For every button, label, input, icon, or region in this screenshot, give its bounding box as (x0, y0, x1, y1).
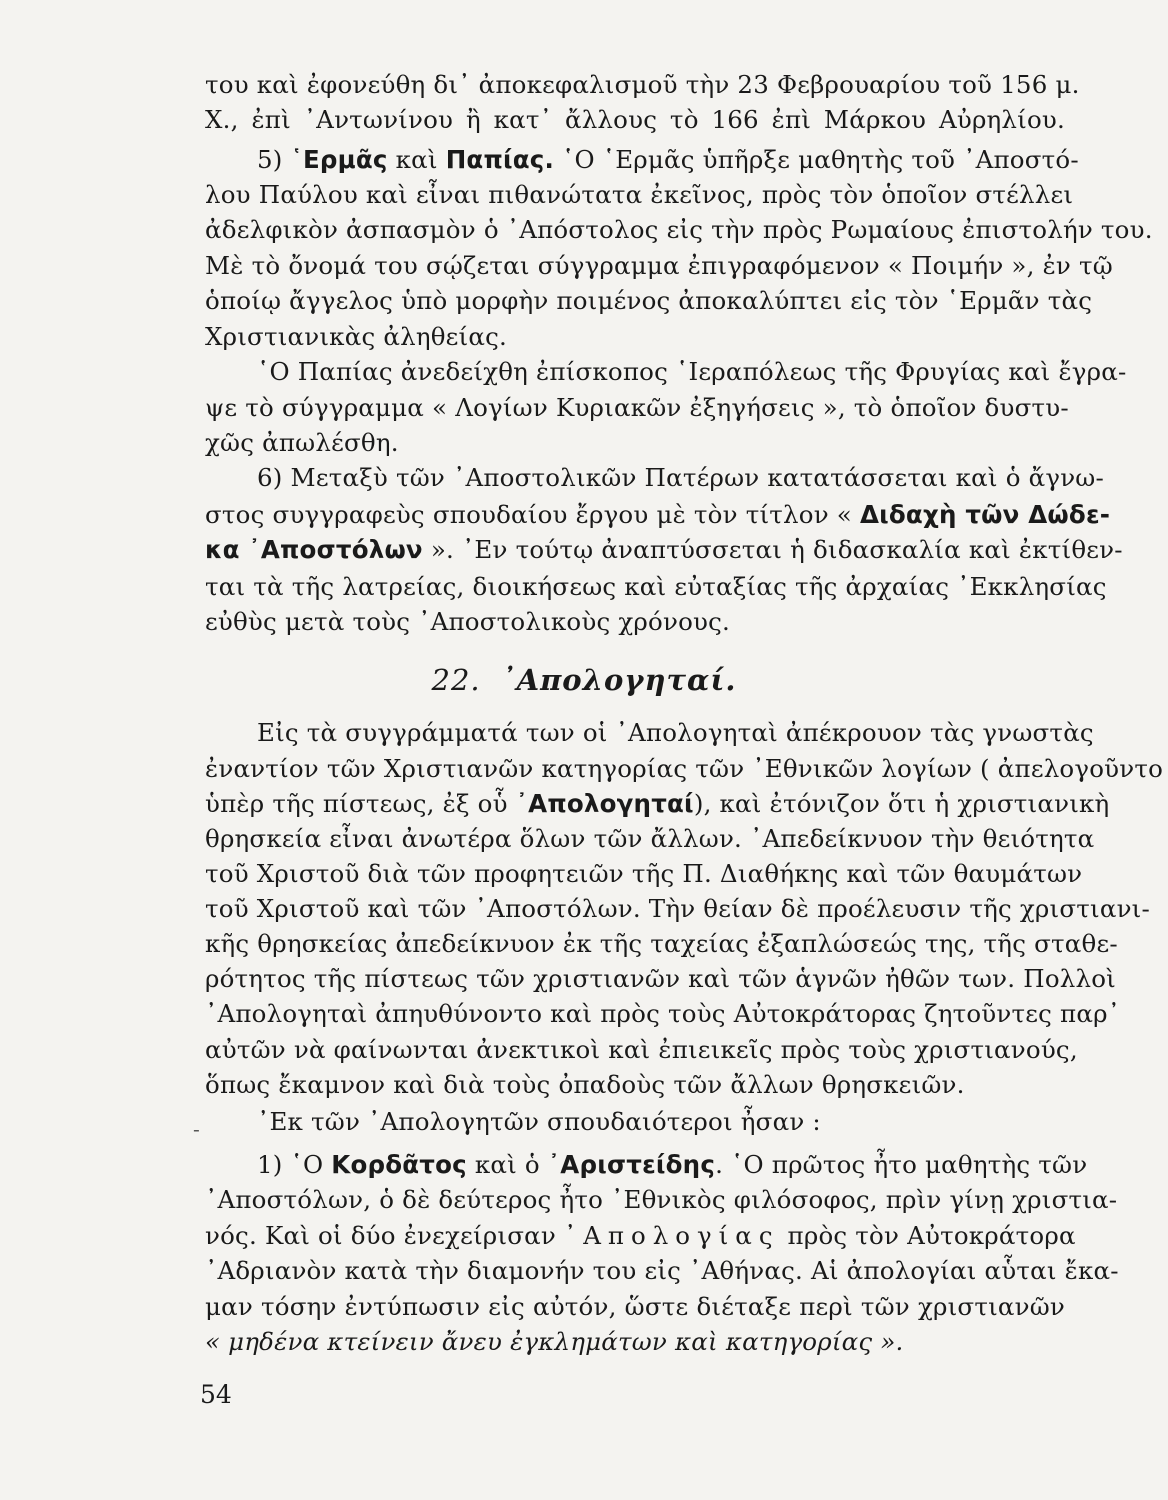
text-span: καὶ ὁ (466, 1150, 548, 1179)
text-span: νός. Καὶ οἱ δύο ἐνεχείρισαν (205, 1221, 564, 1250)
text-line: τοῦ Χριστοῦ διὰ τῶν προφητειῶν τῆς Π. Διαθήκης καὶ τῶν θαυμάτων (205, 859, 1083, 888)
text-line: ᾽Αδριανὸν κατὰ τὴν διαμονήν του εἰς ᾽Αθήνας. Αἱ ἀπολογίαι αὗται ἔκα- (205, 1256, 1119, 1285)
text-line: αὐτῶν νὰ φαίνωνται ἀνεκτικοὶ καὶ ἐπιεικεῖς πρὸς τοὺς χριστιανούς, (205, 1035, 1078, 1064)
term-hermas: ῾Ερμᾶς (290, 145, 388, 174)
text-line: ᾽Εκ τῶν ᾽Απολογητῶν σπουδαιότεροι ἦσαν : (257, 1107, 821, 1136)
text-line: μαν τόσην ἐντύπωσιν εἰς αὐτόν, ὥστε διέταξε περὶ τῶν χριστιανῶν (205, 1292, 1065, 1321)
text-line: 6) Μεταξὺ τῶν ᾽Αποστολικῶν Πατέρων κατατάσσεται καὶ ὁ ἄγνω- (257, 463, 1104, 492)
text-span: πρὸς τὸν Αὐτοκράτορα (779, 1221, 1076, 1250)
text-span: ), καὶ ἐτόνιζον ὅτι ἡ χριστιανικὴ (693, 789, 1110, 818)
text-line (257, 1148, 1088, 1182)
text-line: Χ., ἐπὶ ᾽Αντωνίνου ἢ κατ᾽ ἄλλους τὸ 166 ἐπὶ Μάρκου Αὐρηλίου. (205, 105, 1065, 134)
term-apostles: κα ᾽Αποστόλων (205, 535, 423, 564)
text-line: ῾Ο Παπίας ἀνεδείχθη ἐπίσκοπος ῾Ιεραπόλεως τῆς Φρυγίας καὶ ἔγρα- (257, 357, 1127, 386)
section-heading (0, 663, 1168, 697)
text-line: ᾽Απολογηταὶ ἀπηυθύνοντο καὶ πρὸς τοὺς Αὐτοκράτορας ζητοῦντες παρ᾽ (205, 999, 1121, 1028)
text-line (205, 143, 1079, 177)
text-line: τοῦ Χριστοῦ καὶ τῶν ᾽Αποστόλων. Τὴν θείαν δὲ προέλευσιν τῆς χριστιανι- (205, 894, 1150, 923)
text-line: θρησκεία εἶναι ἀνωτέρα ὅλων τῶν ἄλλων. ᾽Απεδείκνυον τὴν θειότητα (205, 824, 1095, 853)
text-span: ῾Ο ῾Ερμᾶς ὑπῆρξε μαθητὴς τοῦ ᾽Αποστό- (554, 145, 1079, 174)
text-span: . ῾Ο πρῶτος ἦτο μαθητὴς τῶν (715, 1150, 1088, 1179)
text-span: ὑπὲρ τῆς πίστεως, ἐξ οὗ (205, 789, 516, 818)
text-line: λου Παύλου καὶ εἶναι πιθανώτατα ἐκεῖνος, πρὸς τὸν ὁποῖον στέλλει (205, 180, 1074, 209)
text-span: ». ᾽Εν τούτῳ ἀναπτύσσεται ἡ διδασκαλία καὶ ἐκτίθεν- (422, 535, 1123, 564)
text-line (205, 533, 1123, 567)
term-apologists: ᾽Απολογηταί (515, 789, 694, 818)
text-line: ᾽Αποστόλων, ὁ δὲ δεύτερος ἦτο ᾽Εθνικὸς φιλόσοφος, πρὶν γίνῃ χριστια- (205, 1185, 1118, 1214)
term-papias: Παπίας. (445, 145, 555, 174)
section-number: 22. (431, 663, 481, 697)
term-kordatos: Κορδᾶτος (331, 1150, 467, 1179)
text-line (205, 787, 1110, 821)
text-line: ψε τὸ σύγγραμμα « Λογίων Κυριακῶν ἐξηγήσεις », τὸ ὁποῖον δυστυ- (205, 393, 1069, 422)
text-line (205, 1219, 1076, 1253)
text-line: εὐθὺς μετὰ τοὺς ᾽Αποστολικοὺς χρόνους. (205, 607, 731, 636)
text-line: χῶς ἀπωλέσθη. (205, 428, 399, 457)
text-line: ται τὰ τῆς λατρείας, διοικήσεως καὶ εὐταξίας τῆς ἀρχαίας ᾽Εκκλησίας (205, 572, 1107, 601)
text-line: ρότητος τῆς πίστεως τῶν χριστιανῶν καὶ τῶν ἁγνῶν ἠθῶν των. Πολλοὶ (205, 964, 1116, 993)
text-line: Εἰς τὰ συγγράμματά των οἱ ᾽Απολογηταὶ ἀπέκρουον τὰς γνωστὰς (257, 718, 1094, 747)
margin-mark: - (193, 1117, 200, 1141)
section-title: ᾽Απολογηταί. (501, 663, 737, 697)
text-span: καὶ (387, 145, 446, 174)
spaced-term-apologias: ᾽Απολογίας (563, 1221, 780, 1250)
page-number: 54 (200, 1380, 232, 1409)
text-span: στος συγγραφεὺς σπουδαίου ἔργου μὲ τὸν τίτλον « (205, 500, 860, 529)
text-line: κῆς θρησκείας ἀπεδείκνυον ἐκ τῆς ταχείας ἐξαπλώσεώς της, τῆς σταθε- (205, 929, 1118, 958)
term-aristeides: ᾽Αριστείδης (547, 1150, 716, 1179)
text-line: του καὶ ἐφονεύθη δι᾽ ἀποκεφαλισμοῦ τὴν 23 Φεβρουαρίου τοῦ 156 μ. (205, 70, 1080, 99)
text-span: 1) ῾Ο (257, 1150, 332, 1179)
text-line: ὁποίῳ ἄγγελος ὑπὸ μορφὴν ποιμένος ἀποκαλύπτει εἰς τὸν ῾Ερμᾶν τὰς (205, 286, 1093, 315)
text-line: ὅπως ἔκαμνον καὶ διὰ τοὺς ὀπαδοὺς τῶν ἄλλων θρησκειῶν. (205, 1070, 965, 1099)
text-line: Μὲ τὸ ὄνομά του σῴζεται σύγγραμμα ἐπιγραφόμενον « Ποιμήν », ἐν τῷ (205, 251, 1113, 280)
text-line: « μηδένα κτείνειν ἄνευ ἐγκλημάτων καὶ κατηγορίας ». (205, 1327, 904, 1356)
text-line: Χριστιανικὰς ἀληθείας. (205, 322, 508, 351)
list-number: 5) (257, 145, 291, 174)
text-line (205, 498, 1111, 532)
text-line: ἀδελφικὸν ἀσπασμὸν ὁ ᾽Απόστολος εἰς τὴν πρὸς Ρωμαίους ἐπιστολήν του. (205, 215, 1153, 244)
term-didache: Διδαχὴ τῶν Δώδε- (859, 500, 1111, 529)
text-line: ἐναντίον τῶν Χριστιανῶν κατηγορίας τῶν ᾽Εθνικῶν λογίων ( ἀπελογοῦντο (205, 754, 1164, 783)
